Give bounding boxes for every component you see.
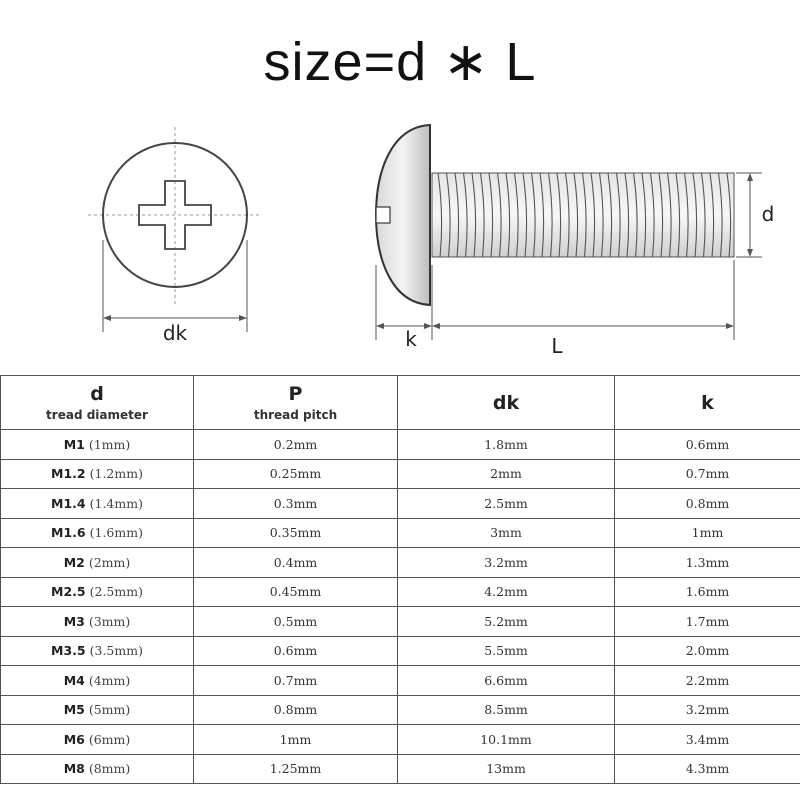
spec-table <box>0 375 800 784</box>
cell-pitch: 0.3mm <box>194 489 398 519</box>
label-L: L <box>551 334 563 358</box>
cell-pitch: 0.2mm <box>194 430 398 460</box>
cell-pitch: 0.5mm <box>194 607 398 637</box>
cell-dk: 2mm <box>398 459 615 489</box>
cell-k: 2.0mm <box>615 636 800 666</box>
cell-dk: 3.2mm <box>398 548 615 578</box>
cell-pitch: 0.35mm <box>194 518 398 548</box>
cell-size: M3 (3mm) <box>1 607 194 637</box>
cell-k: 1mm <box>615 518 800 548</box>
cell-size: M5 (5mm) <box>1 695 194 725</box>
cell-k: 3.4mm <box>615 725 800 755</box>
screw-diagram <box>0 115 800 365</box>
cell-size: M1.2 (1.2mm) <box>1 459 194 489</box>
table-row <box>1 695 800 725</box>
cell-dk: 1.8mm <box>398 430 615 460</box>
table-row <box>1 636 800 666</box>
screw-side-view <box>376 125 774 358</box>
cell-pitch: 0.6mm <box>194 636 398 666</box>
cell-size: M2.5 (2.5mm) <box>1 577 194 607</box>
cell-pitch: 0.8mm <box>194 695 398 725</box>
cell-size: M2 (2mm) <box>1 548 194 578</box>
cell-dk: 10.1mm <box>398 725 615 755</box>
cell-size: M4 (4mm) <box>1 666 194 696</box>
label-k: k <box>405 327 417 351</box>
cell-k: 3.2mm <box>615 695 800 725</box>
table-row <box>1 577 800 607</box>
table-row <box>1 725 800 755</box>
header-d: d tread diameter <box>1 376 194 430</box>
cell-k: 1.3mm <box>615 548 800 578</box>
cell-dk: 5.2mm <box>398 607 615 637</box>
table-row <box>1 518 800 548</box>
cell-k: 1.7mm <box>615 607 800 637</box>
table-header-row <box>1 376 800 430</box>
table-row <box>1 666 800 696</box>
cell-pitch: 1mm <box>194 725 398 755</box>
header-k: k <box>615 376 800 430</box>
cell-dk: 5.5mm <box>398 636 615 666</box>
header-p: P thread pitch <box>194 376 398 430</box>
table-row <box>1 430 800 460</box>
cell-k: 0.7mm <box>615 459 800 489</box>
head-top-view <box>88 127 262 345</box>
cell-size: M1 (1mm) <box>1 430 194 460</box>
cell-size: M8 (8mm) <box>1 754 194 784</box>
cell-k: 2.2mm <box>615 666 800 696</box>
cell-pitch: 0.4mm <box>194 548 398 578</box>
cell-dk: 3mm <box>398 518 615 548</box>
cell-dk: 8.5mm <box>398 695 615 725</box>
cell-pitch: 1.25mm <box>194 754 398 784</box>
cell-pitch: 0.25mm <box>194 459 398 489</box>
header-dk: dk <box>398 376 615 430</box>
cell-pitch: 0.7mm <box>194 666 398 696</box>
cell-k: 4.3mm <box>615 754 800 784</box>
cell-k: 0.8mm <box>615 489 800 519</box>
table-row <box>1 754 800 784</box>
cell-dk: 4.2mm <box>398 577 615 607</box>
cell-k: 1.6mm <box>615 577 800 607</box>
cell-dk: 2.5mm <box>398 489 615 519</box>
table-row <box>1 548 800 578</box>
table-row <box>1 489 800 519</box>
cell-k: 0.6mm <box>615 430 800 460</box>
cell-size: M1.4 (1.4mm) <box>1 489 194 519</box>
table-row <box>1 459 800 489</box>
cell-size: M3.5 (3.5mm) <box>1 636 194 666</box>
label-d: d <box>761 202 775 226</box>
cell-size: M1.6 (1.6mm) <box>1 518 194 548</box>
cell-dk: 6.6mm <box>398 666 615 696</box>
page-title: size=d ∗ L <box>263 32 537 92</box>
label-dk: dk <box>162 321 188 345</box>
cell-dk: 13mm <box>398 754 615 784</box>
cell-size: M6 (6mm) <box>1 725 194 755</box>
cell-pitch: 0.45mm <box>194 577 398 607</box>
table-row <box>1 607 800 637</box>
